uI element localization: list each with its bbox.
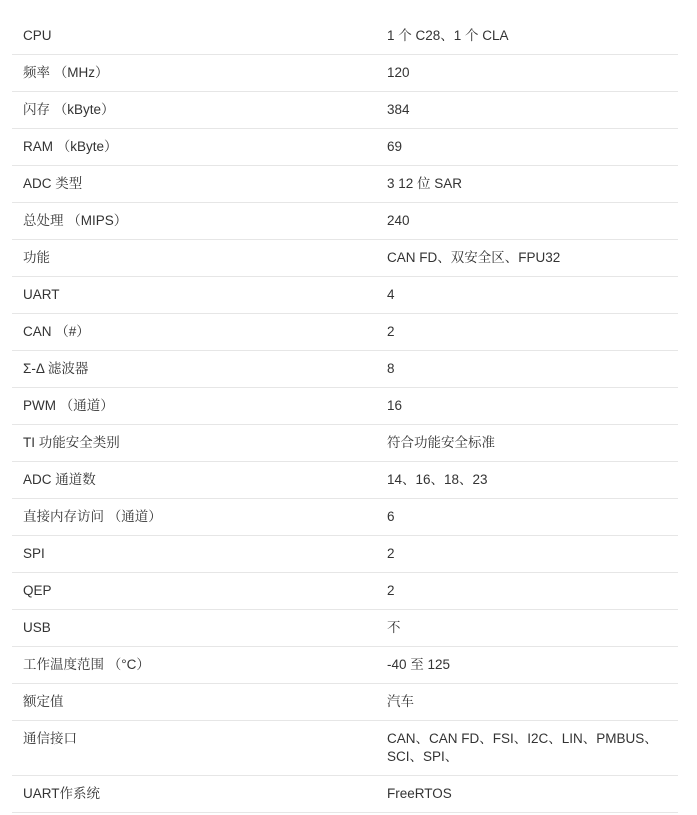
- spec-row-usb: [12, 610, 678, 647]
- spec-value: 384: [387, 102, 410, 117]
- spec-name: 直接内存访问 （通道）: [23, 509, 162, 524]
- spec-row-flash: [12, 92, 678, 129]
- spec-value: 2: [387, 583, 395, 598]
- spec-value: 1 个 C28、1 个 CLA: [387, 28, 509, 43]
- spec-row-adc-channels: [12, 462, 678, 499]
- spec-name: ADC 通道数: [23, 472, 96, 487]
- spec-name: SPI: [23, 546, 45, 561]
- spec-row-cpu: [12, 18, 678, 55]
- spec-row-uart: [12, 277, 678, 314]
- spec-row-sigma-delta: [12, 351, 678, 388]
- spec-row-spi: [12, 536, 678, 573]
- spec-value: 6: [387, 509, 395, 524]
- spec-value: 16: [387, 398, 403, 413]
- spec-row-features: [12, 240, 678, 277]
- spec-value: 8: [387, 361, 395, 376]
- spec-row-functional-safety: [12, 425, 678, 462]
- spec-name: 闪存 （kByte）: [23, 102, 115, 117]
- spec-value: 240: [387, 213, 410, 228]
- spec-value: CAN FD、双安全区、FPU32: [387, 250, 561, 265]
- spec-name: USB: [23, 620, 51, 635]
- spec-name: RAM （kByte）: [23, 139, 118, 154]
- spec-name: 频率 （MHz）: [23, 65, 109, 80]
- spec-value: FreeRTOS: [387, 786, 452, 801]
- spec-name: 功能: [23, 250, 50, 265]
- spec-name: UART: [23, 287, 60, 302]
- spec-row-os: [12, 776, 678, 813]
- spec-value: 2: [387, 324, 395, 339]
- spec-name: QEP: [23, 583, 52, 598]
- spec-value: 符合功能安全标准: [387, 435, 495, 450]
- spec-table-body: [12, 18, 678, 813]
- spec-value: 69: [387, 139, 403, 154]
- spec-row-rating: [12, 684, 678, 721]
- spec-value: 4: [387, 287, 395, 302]
- spec-row-total-processing: [12, 203, 678, 240]
- spec-value: -40 至 125: [387, 657, 451, 672]
- spec-name: 工作温度范围 （°C）: [23, 657, 150, 672]
- spec-name: UART作系统: [23, 786, 101, 801]
- spec-value: 汽车: [387, 694, 414, 709]
- spec-row-dma: [12, 499, 678, 536]
- spec-name: CPU: [23, 28, 52, 43]
- spec-row-ram: [12, 129, 678, 166]
- spec-value: 14、16、18、23: [387, 472, 488, 487]
- spec-row-adc-type: [12, 166, 678, 203]
- spec-row-can: [12, 314, 678, 351]
- spec-name: TI 功能安全类别: [23, 435, 120, 450]
- spec-value: CAN、CAN FD、FSI、I2C、LIN、PMBUS、SCI、SPI、: [387, 731, 658, 764]
- spec-name: PWM （通道）: [23, 398, 114, 413]
- spec-name: CAN （#）: [23, 324, 90, 339]
- spec-row-pwm: [12, 388, 678, 425]
- spec-value: 2: [387, 546, 395, 561]
- spec-name: 额定值: [23, 694, 64, 709]
- spec-value: 不: [387, 620, 401, 635]
- spec-name: ADC 类型: [23, 176, 83, 191]
- spec-value: 120: [387, 65, 410, 80]
- spec-table: [12, 18, 678, 813]
- spec-value: 3 12 位 SAR: [387, 176, 463, 191]
- spec-row-qep: [12, 573, 678, 610]
- spec-row-operating-temp: [12, 647, 678, 684]
- spec-name: 总处理 （MIPS）: [23, 213, 128, 228]
- spec-row-comm-interfaces: [12, 721, 678, 776]
- spec-row-frequency: [12, 55, 678, 92]
- spec-name: 通信接口: [23, 731, 77, 746]
- spec-name: Σ-Δ 滤波器: [23, 361, 89, 376]
